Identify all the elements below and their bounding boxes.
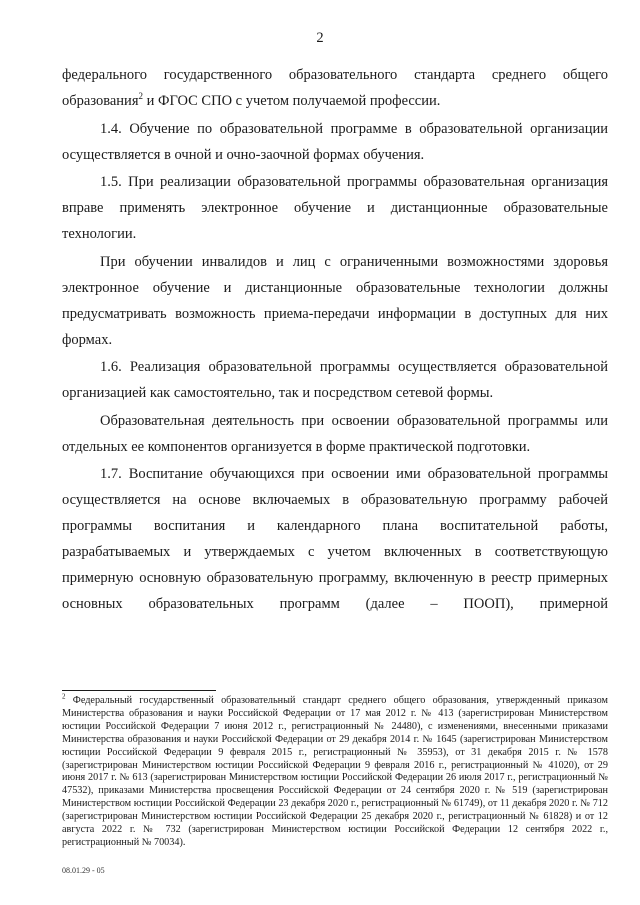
paragraph-continuation-tail: и ФГОС СПО с учетом получаемой профессии.: [143, 93, 441, 109]
paragraph-1-5: 1.5. При реализации образовательной программы образовательная организация вправе применять электронное обучение и дистанционные образовательные технологии.: [62, 174, 608, 242]
paragraph-1-6: 1.6. Реализация образовательной программы осуществляется образовательной организацией как самостоятельно, так и посредством сетевой формы.: [62, 359, 608, 401]
footnote: [62, 692, 608, 850]
paragraph-continuation: [62, 62, 608, 114]
paragraph-continuation-text: федерального государственного образовательного стандарта среднего общего образования: [62, 67, 608, 109]
body-text: [62, 62, 608, 619]
footnote-separator: [62, 690, 216, 691]
paragraph-1-4: 1.4. Обучение по образовательной программе в образовательной организации осуществляется в очной и очно-заочной формах обучения.: [62, 120, 608, 163]
paragraph-practical-training: Образовательная деятельность при освоении образовательной программы или отдельных ее компонентов организуется в форме практической подготовки.: [62, 412, 608, 455]
paragraph-disabled-students: При обучении инвалидов и лиц с ограниченными возможностями здоровья электронное обучение и дистанционные образовательные технологии должны предусматривать возможность приема-передачи информации в доступных для них формах.: [62, 253, 608, 348]
paragraph-1-7: 1.7. Воспитание обучающихся при освоении ими образовательной программы осуществляется на основе включаемых в образовательную программу рабочей программы воспитания и календарного плана воспитательной работы, разрабатываемых и утверждаемых с учетом включенных в соответствующую примерную основную образовательную программу, включенную в реестр примерных основных образовательных программ (далее – ПООП), примерной: [62, 466, 608, 612]
footnote-mark: 2: [62, 692, 66, 701]
page-number: 2: [316, 30, 324, 46]
document-code: 08.01.29 - 05: [62, 866, 105, 875]
footnote-reference: 2: [138, 91, 143, 102]
footnote-text: Федеральный государственный образовательный стандарт среднего общего образования, утвержденный приказом Министерства образования и науки Российской Федерации от 17 мая 2012 г. № 413 (зарегистрирован Министерством юстиции Российской Федерации 7 июня 2012 г., регистрационный № 24480), с изменениями, внесенными приказами Министерства образования и науки Российской Федерации от 29 декабря 2014 г. № 1645 (зарегистрирован Министерством юстиции Российской Федерации 9 февраля 2015 г., регистрационный № 35953), от 31 декабря 2015 г. № 1578 (зарегистрирован Министерством юстиции Российской Федерации 9 февраля 2016 г., регистрационный № 41020), от 29 июня 2017 г. № 613 (зарегистрирован Министерством юстиции Российской Федерации 26 июля 2017 г., регистрационный № 47532), приказами Министерства просвещения Российской Федерации от 24 сентября 2020 г. № 519 (зарегистрирован Министерством юстиции Российской Федерации 23 декабря 2020 г., регистрационный № 61749), от 11 декабря 2020 г. № 712 (зарегистрирован Министерством юстиции Российской Федерации 25 декабря 2020 г., регистрационный № 61828) и от 12 августа 2022 г. № 732 (зарегистрирован Министерством юстиции Российской Федерации 12 сентября 2022 г., регистрационный № 70034).: [62, 695, 608, 848]
